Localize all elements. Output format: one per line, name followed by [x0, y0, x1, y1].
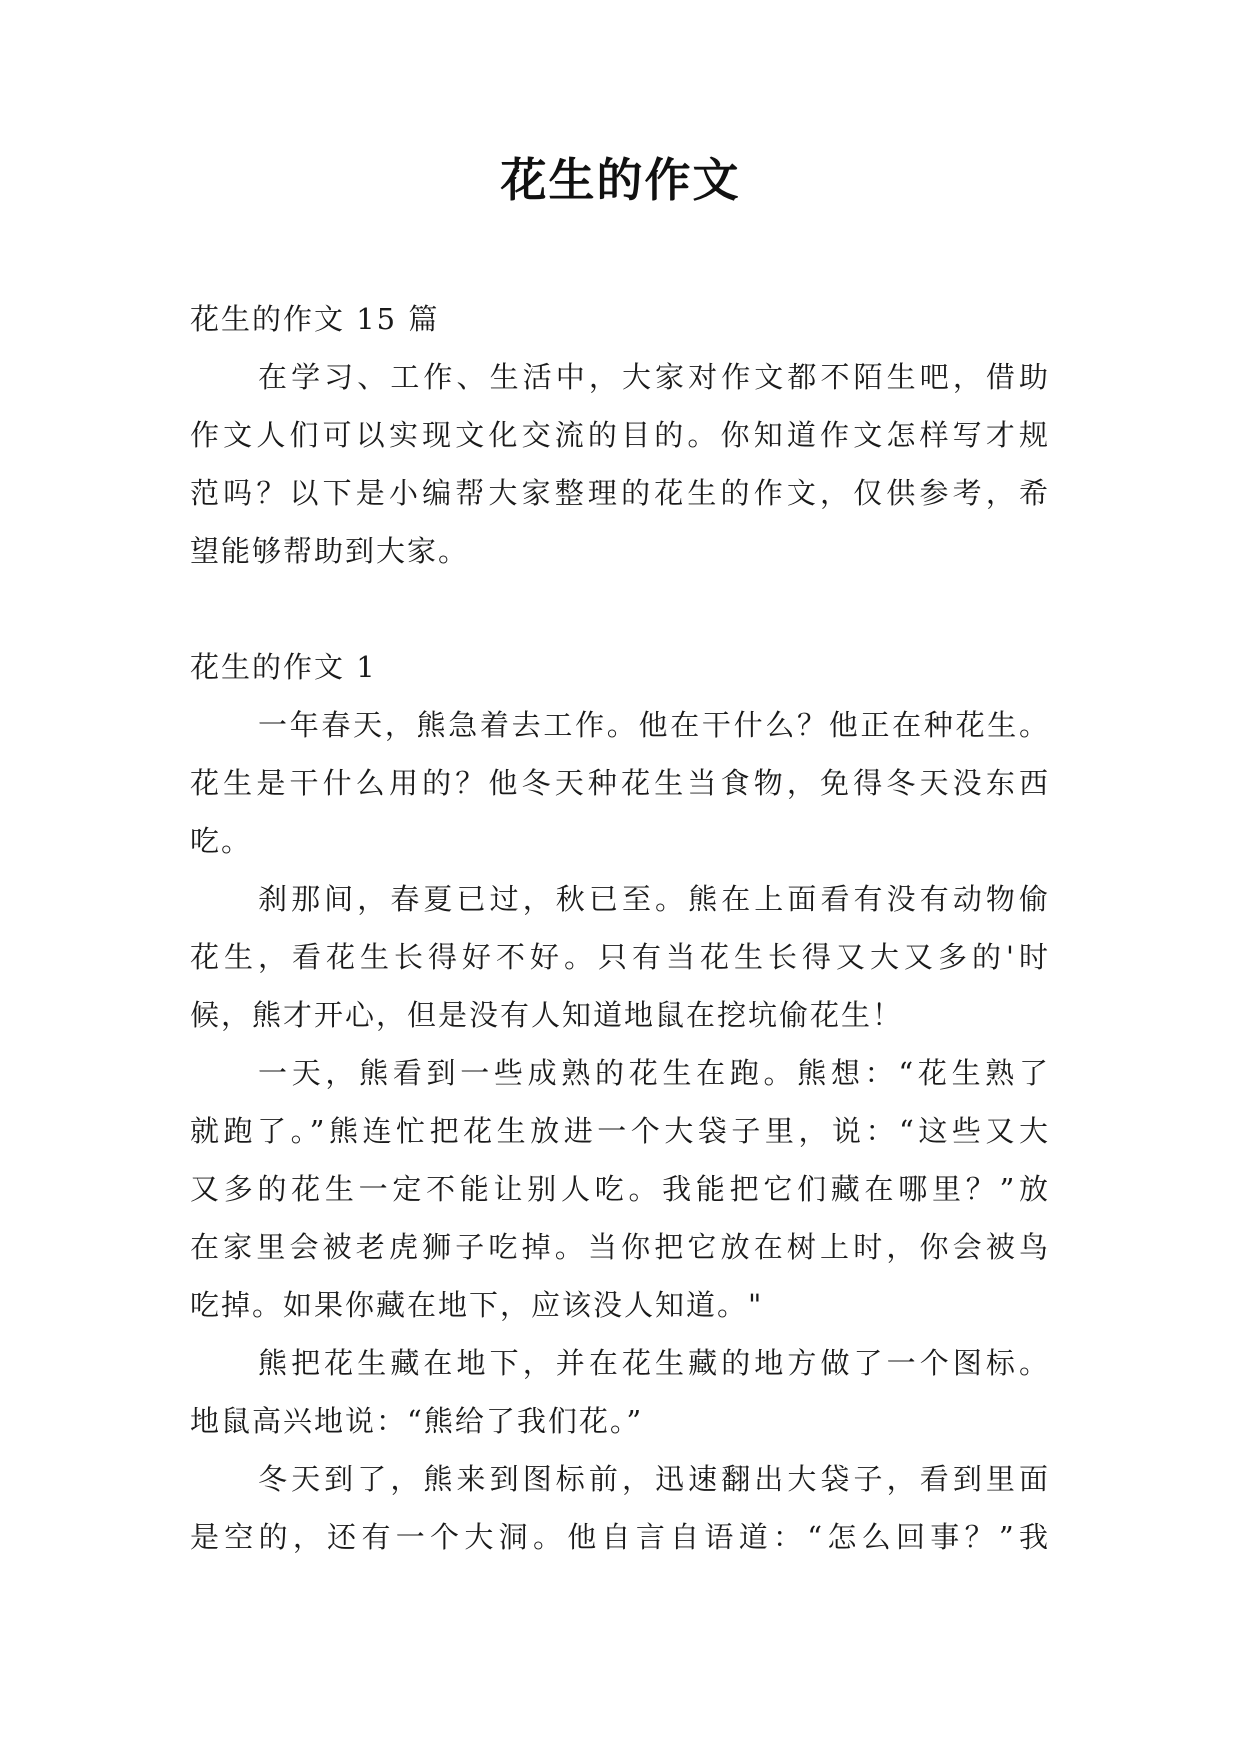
paragraph-line: 范吗？以下是小编帮大家整理的花生的作文，仅供参考，希	[190, 476, 1050, 510]
paragraph-line: 是空的，还有一个大洞。他自言自语道：“怎么回事？”我	[190, 1520, 1050, 1554]
paragraph-line: 花生是干什么用的？他冬天种花生当食物，免得冬天没东西	[190, 766, 1050, 800]
paragraph-line: 一天，熊看到一些成熟的花生在跑。熊想：“花生熟了	[258, 1056, 1050, 1090]
paragraph-line: 就跑了。”熊连忙把花生放进一个大袋子里，说：“这些又大	[190, 1114, 1050, 1148]
subtitle: 花生的作文 15 篇	[190, 302, 440, 336]
paragraph-line: 作文人们可以实现文化交流的目的。你知道作文怎样写才规	[190, 418, 1050, 452]
paragraph-line: 一年春天，熊急着去工作。他在干什么？他正在种花生。	[258, 708, 1050, 742]
document-body	[190, 290, 1050, 1566]
paragraph-line: 熊把花生藏在地下，并在花生藏的地方做了一个图标。	[258, 1346, 1050, 1380]
paragraph-line: 花生，看花生长得好不好。只有当花生长得又大又多的'时	[190, 940, 1050, 974]
section-gap	[190, 580, 1050, 638]
paragraph-line: 冬天到了，熊来到图标前，迅速翻出大袋子，看到里面	[258, 1462, 1050, 1496]
paragraph-line: 又多的花生一定不能让别人吃。我能把它们藏在哪里？”放	[190, 1172, 1050, 1206]
page-title: 花生的作文	[500, 153, 741, 207]
paragraph-line: 刹那间，春夏已过，秋已至。熊在上面看有没有动物偷	[258, 882, 1050, 916]
paragraph-line: 望能够帮助到大家。	[190, 534, 470, 568]
paragraph-line: 候，熊才开心，但是没有人知道地鼠在挖坑偷花生！	[190, 998, 904, 1032]
paragraph-line: 吃。	[190, 824, 253, 858]
paragraph-line: 在家里会被老虎狮子吃掉。当你把它放在树上时，你会被鸟	[190, 1230, 1050, 1264]
section-heading: 花生的作文 1	[190, 650, 377, 684]
paragraph-line: 地鼠高兴地说：“熊给了我们花。”	[190, 1404, 644, 1438]
paragraph-line: 吃掉。如果你藏在地下，应该没人知道。"	[190, 1288, 764, 1322]
paragraph-line: 在学习、工作、生活中，大家对作文都不陌生吧，借助	[258, 360, 1050, 394]
